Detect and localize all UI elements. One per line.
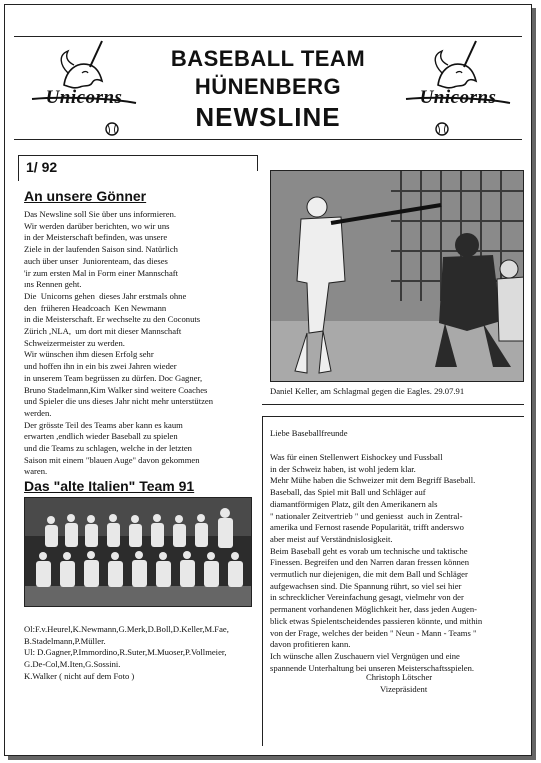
letter-body-line: " nationaler Zeitvertrieb " und geniesst auch in Zentral- — [270, 510, 463, 521]
letter-body-line: permanent vorhandenen Möglichkeit her, dass jeden Augen- — [270, 604, 478, 615]
letter-body-line: amerika und Fernost rasende Popularität, trifft anderswo — [270, 522, 464, 533]
team-names-line: G.De-Col,M.Iten,G.Sossini. — [24, 659, 121, 670]
gonner-text-line: 'ir zum ersten Mal in Form einer Mannschaft — [24, 267, 179, 278]
team-names-line: Ul: D.Gagner,P.Immordino,R.Suter,M.Muoser,P.Vollmeier, — [24, 647, 227, 658]
issue-rule — [18, 155, 258, 156]
gonner-text — [24, 209, 258, 478]
title-newsline: NEWSLINE — [195, 102, 341, 132]
letter-body-line: Was für einen Stellenwert Eishockey und Fussball — [270, 452, 443, 462]
letter-body-line: Beim Baseball geht es vorab um technische und taktische — [270, 545, 468, 556]
letter-body — [270, 452, 522, 674]
team-names-line: Ol:F.v.Heurel,K.Newmann,G.Merk,D.Boll,D.Keller,M.Fae, — [24, 624, 229, 634]
letter-body-line: davon profitieren kann. — [270, 639, 351, 650]
gonner-text-line: ıns Rennen geht. — [24, 279, 82, 290]
gonner-text-line: und hoffen ihn in ein bis zwei Jahren wieder — [24, 361, 177, 372]
letter-body-line: vermutlich nur diejenigen, die mit dem Ball und Schläger — [270, 569, 468, 580]
issue-number: 1/ 92 — [26, 159, 58, 175]
gonner-text-line: Wir wünschen ihm diesen Erfolg sehr — [24, 349, 154, 360]
unicorns-wordmark: Unicorns — [419, 87, 497, 108]
section-rule — [262, 404, 524, 405]
gonner-text-line: Die Unicorns gehen dieses Jahr erstmals ohne — [24, 290, 187, 301]
letter-greeting: Liebe Baseballfreunde — [270, 428, 348, 438]
masthead-title — [144, 45, 392, 133]
page-shadow-bottom — [8, 756, 536, 760]
gonner-heading: An unsere Gönner — [24, 188, 147, 204]
letter-body-line: Baseball, das Spiel mit Ball und Schläger auf — [270, 487, 426, 498]
gonner-text-line: auch über unser Juniorenteam, das dieses — [24, 255, 168, 266]
gonner-text-line: in die Meisterschaft. Er wechselte zu den Coconuts — [24, 314, 201, 325]
letter-body-line: aufgewachsen sind. Die Spannung rührt, so viel sei hier — [270, 580, 462, 591]
letter-body-line: spannende Unterhaltung bei unseren Meisterschaftsspielen. — [270, 662, 475, 673]
signature-role: Vizepräsident — [380, 684, 428, 694]
gonner-text-line: Saison mit einem "blauen Auge" davon gekommen — [24, 454, 200, 465]
team-photo — [24, 497, 252, 607]
letter-body-line: Mehr Mühe haben die Schweizer mit dem Begriff Baseball. — [270, 475, 476, 486]
gonner-text-line: und die Teams zu schlagen, welche in der letzten — [24, 443, 192, 454]
gonner-text-line: Das Newsline soll Sie über uns informieren. — [24, 209, 177, 219]
action-photo-image — [271, 171, 524, 382]
gonner-text-line: in der Meisterschaft befinden, was unsere — [24, 232, 168, 243]
title-baseball-team: BASEBALL TEAM — [170, 46, 366, 71]
gonner-text-line: werden. — [24, 407, 52, 418]
issue-rule — [18, 155, 19, 181]
gonner-text-line: Ziele in der laufenden Saison sind. Natürlich — [24, 244, 178, 255]
gonner-text-line: Schweizermeister zu werden. — [24, 337, 125, 348]
action-photo-caption: Daniel Keller, am Schlagmal gegen die Eagles. 29.07.91 — [270, 386, 465, 396]
letter-body-line: aber meist auf Verständnislosigkeit. — [270, 533, 393, 544]
gonner-text-line: Zürich ,NLA, um dort mit dieser Mannschaft — [24, 326, 182, 337]
team-photo-image — [25, 498, 252, 607]
letter-body-line: Finessen. Begreifen und den Narren daran fressen können — [270, 557, 470, 568]
team-names — [24, 624, 258, 683]
gonner-text-line: waren. — [24, 466, 48, 477]
team-names-line: B.Stadelmann,P.Müller. — [24, 635, 106, 646]
letter-body-line: diamantförmigen Platz, gilt den Amerikanern als — [270, 498, 438, 509]
gonner-text-line: und Spieler die uns dieses Jahr nicht mehr unterstützen — [24, 396, 214, 407]
letter-body-line: in schrecklicher Vereinfachung gesagt, vielmehr von der — [270, 592, 464, 603]
title-huenenberg: HÜNENBERG — [194, 74, 342, 99]
signature-name: Christoph Lötscher — [366, 672, 433, 682]
letter-body-line: in der Schweiz haben, ist wohl jedem klar. — [270, 463, 416, 474]
gonner-text-line: in unserem Team begrüssen zu dürfen. Doc Gagner, — [24, 372, 203, 383]
team-names-line: K.Walker ( nicht auf dem Foto ) — [24, 670, 135, 681]
page-shadow-right — [532, 8, 536, 758]
action-photo — [270, 170, 524, 382]
unicorn-logo-right — [398, 37, 518, 141]
letter-body-line: Ich wünsche allen Zuschauern viel Vergnügen und eine — [270, 650, 460, 661]
issue-rule — [257, 155, 258, 171]
masthead — [14, 36, 522, 140]
letter-body-line: blick etwas Spielentscheidendes passieren könnte, und mithin — [270, 615, 483, 626]
unicorn-logo-left — [24, 37, 144, 141]
gonner-text-line: den früheren Headcoach Ken Newmann — [24, 302, 167, 313]
italien-heading: Das "alte Italien" Team 91 — [24, 478, 195, 494]
letter-body-line: von der Frage, welches der beiden " Neun - Mann - Teams " — [270, 627, 477, 638]
unicorns-wordmark: Unicorns — [45, 87, 123, 108]
gonner-text-line: Bruno Stadelmann,Kim Walker sind weitere Coaches — [24, 384, 208, 395]
gonner-text-line: Der grösste Teil des Teams aber kann es kaum — [24, 419, 183, 430]
gonner-text-line: erwarten ,endlich wieder Baseball zu spielen — [24, 431, 178, 442]
gonner-text-line: Wir werden darüber berichten, wo wir uns — [24, 220, 170, 231]
